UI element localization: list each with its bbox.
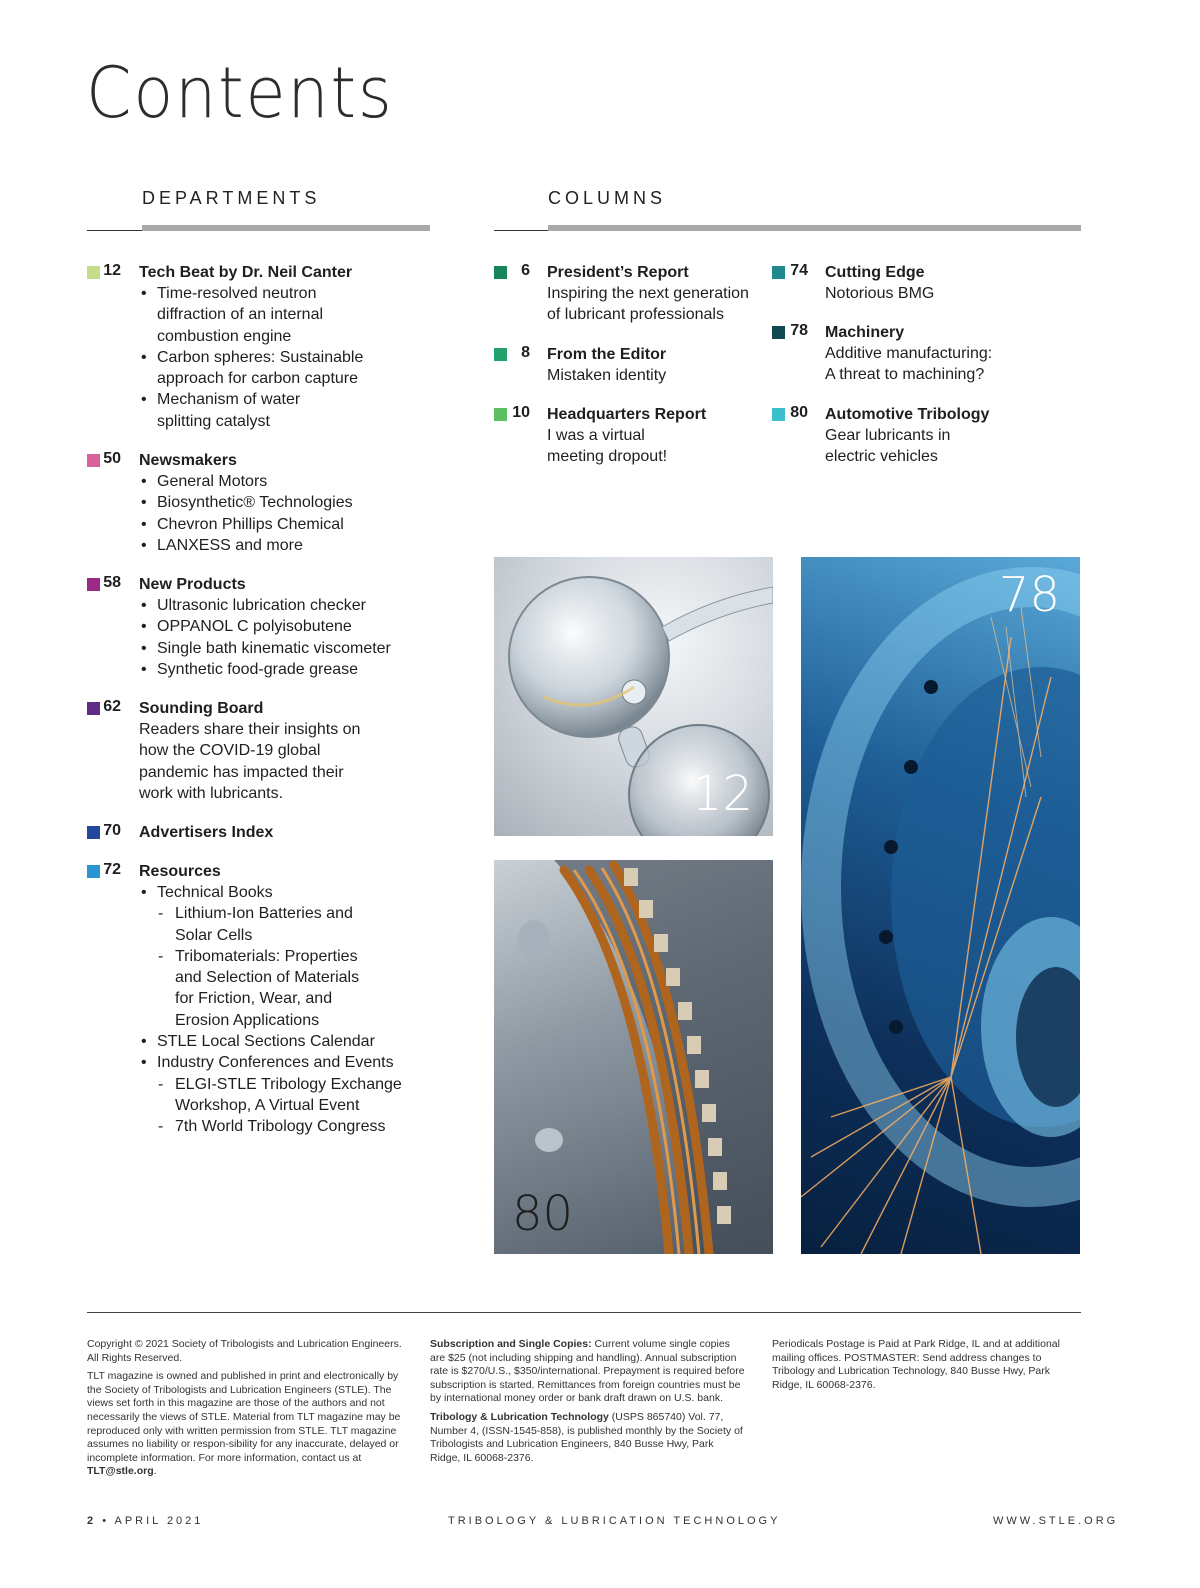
photo-grinding-sparks[interactable] <box>801 557 1080 1254</box>
bullet-item: • Carbon spheres: Sustainable <box>139 347 363 368</box>
bullet-item: • OPPANOL C polyisobutene <box>139 616 391 637</box>
page-number: 80 <box>790 404 808 421</box>
subscription-label: Subscription and Single Copies: <box>430 1338 592 1350</box>
entry-description: A threat to machining? <box>825 366 985 384</box>
entry-description: of lubricant professionals <box>547 306 724 324</box>
folio-magazine-name: TRIBOLOGY & LUBRICATION TECHNOLOGY <box>448 1515 781 1527</box>
departments-heading: DEPARTMENTS <box>142 188 321 208</box>
entry-title: Machinery <box>825 324 905 341</box>
sub-item: - Tribomaterials: Properties <box>139 946 402 967</box>
page-number: 70 <box>103 822 121 839</box>
bullet-item: • Technical Books <box>139 882 402 903</box>
sub-item-continuation: for Friction, Wear, and <box>175 990 333 1008</box>
photo-glass-flask[interactable] <box>494 557 773 836</box>
footer-subscription <box>430 1338 746 1470</box>
entry-description: Additive manufacturing: <box>825 345 993 362</box>
bullet-item: • General Motors <box>139 471 353 492</box>
sub-item: - ELGI-STLE Tribology Exchange <box>139 1074 402 1095</box>
bullet-continuation: diffraction of an internal <box>157 306 324 324</box>
bullet-item: • Ultrasonic lubrication checker <box>139 595 391 616</box>
entry-description: electric vehicles <box>825 448 938 466</box>
entry-description: pandemic has impacted their <box>139 763 344 781</box>
subscription-body: Current volume single copies are $25 (not including shipping and handling). Annual subscription rate is $270/U.S., $350/international. Prepayment is required before subscription is started. Remittances from foreign countries must be by international money order or bank draft drawn on U.S. bank. <box>430 1338 745 1405</box>
page-number: 72 <box>103 861 121 878</box>
contact-email-link[interactable]: TLT@stle.org <box>87 1465 154 1478</box>
folio-left <box>87 1515 203 1527</box>
bullet-item: • STLE Local Sections Calendar <box>139 1031 402 1052</box>
entry-description: I was a virtual <box>547 427 645 444</box>
entry-title: Resources <box>139 863 221 880</box>
entry-description: how the COVID-19 global <box>139 742 321 760</box>
photo-page-number: 80 <box>512 1186 574 1242</box>
bullet-item: • Industry Conferences and Events <box>139 1052 402 1073</box>
page-title: Contents <box>86 52 394 134</box>
publication-label: Tribology & Lubrication Technology <box>430 1410 609 1423</box>
page-number: 8 <box>521 344 530 361</box>
entry-title: Tech Beat by Dr. Neil Canter <box>139 264 353 281</box>
photo-page-number: 78 <box>998 567 1060 623</box>
entry-title: New Products <box>139 576 246 593</box>
sub-item: - Lithium-Ion Batteries and <box>139 903 402 924</box>
copyright-line: Copyright © 2021 Society of Tribologists and Lubrication Engineers. All Rights Reserved. <box>87 1338 402 1364</box>
grinding-sparks-illustration <box>801 557 1080 1254</box>
folio-page-number: 2 <box>87 1515 97 1527</box>
page-number: 62 <box>103 698 121 715</box>
disclaimer-end: . <box>153 1465 157 1478</box>
entry-description: Inspiring the next generation <box>547 285 749 302</box>
bullet-item: • Synthetic food-grade grease <box>139 659 391 680</box>
bullet-item: • Time-resolved neutron <box>139 283 363 304</box>
footer-postage <box>772 1338 1072 1397</box>
entry-description: meeting dropout! <box>547 448 668 466</box>
entry-title: Headquarters Report <box>547 406 707 423</box>
page-number: 50 <box>103 450 121 467</box>
entry-title: President’s Report <box>547 264 689 281</box>
sub-item-continuation: and Selection of Materials <box>175 969 360 987</box>
sub-item: - 7th World Tribology Congress <box>139 1116 402 1137</box>
bullet-item: • Chevron Phillips Chemical <box>139 514 353 535</box>
page-number: 10 <box>512 404 530 421</box>
entry-description: Gear lubricants in <box>825 427 951 444</box>
folio-date: APRIL 2021 <box>114 1515 204 1527</box>
sub-item-continuation: Workshop, A Virtual Event <box>175 1096 360 1114</box>
photo-copper-gear[interactable] <box>494 860 773 1254</box>
publication-body: (USPS 865740) Vol. 77, Number 4, (ISSN-1545-858), is published monthly by the Society of Tribologists and Lubrication Engineers, 840 Busse Hwy, Park Ridge, IL 60068-2376. <box>430 1410 743 1464</box>
entry-title: Newsmakers <box>139 452 237 469</box>
bullet-continuation: combustion engine <box>157 327 292 345</box>
bullet-item: • Single bath kinematic viscometer <box>139 638 391 659</box>
bullet-continuation: approach for carbon capture <box>157 370 359 388</box>
entry-title: Automotive Tribology <box>825 406 990 423</box>
photo-page-number: 12 <box>691 766 753 822</box>
page-number: 74 <box>790 262 808 279</box>
sub-item-continuation: Erosion Applications <box>175 1011 320 1029</box>
page-number: 6 <box>521 262 530 279</box>
entry-description: Mistaken identity <box>547 367 667 384</box>
entry-description: Notorious BMG <box>825 285 935 302</box>
sub-item-continuation: Solar Cells <box>175 926 253 944</box>
footer-rule <box>87 1312 1081 1313</box>
disclaimer-text <box>87 1370 403 1479</box>
folio-separator: • <box>102 1515 110 1527</box>
page-number: 78 <box>790 322 808 339</box>
postage-text: Periodicals Postage is Paid at Park Ridge, IL and at additional mailing offices. POSTMASTER: Send address changes to Tribology and Lubrication Technology, 840 Busse Hwy, Park Ridge, IL 60068-2376. <box>772 1338 1060 1391</box>
disclaimer-body: TLT magazine is owned and published in print and electronically by the Society of Tribologists and Lubrication Engineers (STLE). The views set forth in this magazine are those of the authors and not necessarily the views of STLE. Material from TLT magazine may be reproduced only with written permission from STLE. TLT magazine assumes no liability or respon-sibility for any inaccurate, delayed or incomplete information. For more information, contact us at <box>87 1370 401 1464</box>
bullet-continuation: splitting catalyst <box>157 412 270 430</box>
entry-title: Advertisers Index <box>139 824 274 841</box>
bullet-item: • LANXESS and more <box>139 535 353 556</box>
columns-rule-thick <box>548 225 1081 231</box>
entry-title: Cutting Edge <box>825 264 925 281</box>
departments-rule-thick <box>142 225 430 231</box>
footer-copyright <box>87 1338 403 1484</box>
subscription-text <box>430 1338 746 1406</box>
entry-title: From the Editor <box>547 346 667 363</box>
page-number: 12 <box>103 262 121 279</box>
folio-website-link[interactable]: WWW.STLE.ORG <box>993 1515 1119 1527</box>
bullet-item: • Mechanism of water <box>139 389 363 410</box>
entry-title: Sounding Board <box>139 700 264 717</box>
publication-text <box>430 1411 746 1465</box>
page-number: 58 <box>103 574 121 591</box>
columns-heading: COLUMNS <box>548 188 667 208</box>
entry-description: Readers share their insights on <box>139 721 361 738</box>
bullet-item: • Biosynthetic® Technologies <box>139 492 353 513</box>
entry-description: work with lubricants. <box>139 784 284 802</box>
